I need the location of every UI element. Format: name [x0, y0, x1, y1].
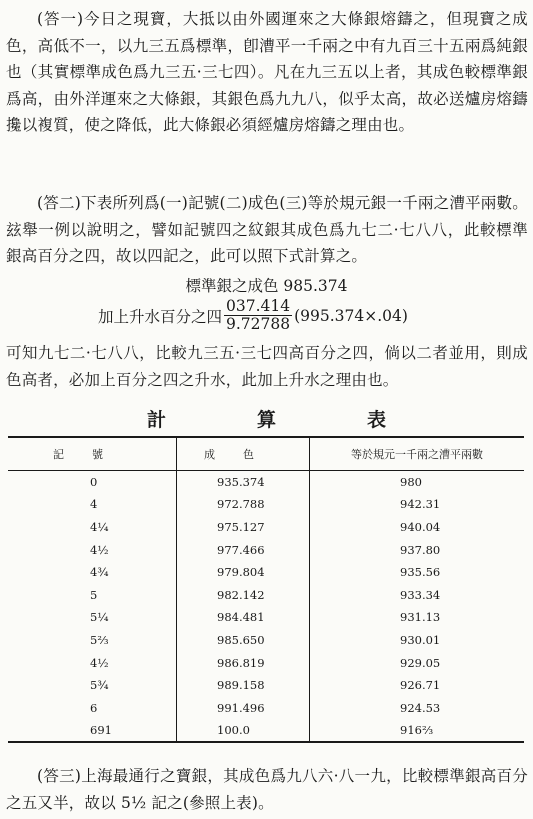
- cell-fineness: 982.142: [177, 583, 310, 606]
- formula-numerator: 037.414: [226, 297, 291, 315]
- cell-mark: 5¼: [90, 610, 109, 625]
- cell-fineness: 972.788: [177, 493, 310, 516]
- table-row: [8, 674, 524, 697]
- answer-one-paragraph: (答一)今日之現寶，大抵以由外國運來之大條銀熔鑄之，但現寶之成色，高低不一，以九三五爲標準，卽漕平一千兩之中有九百三十五兩爲純銀也（其實標準成色爲九三五·三七四）。凡在九三五以上者，其成色較標準銀爲高，由外洋運來之大條銀，其銀色爲九九八，似乎太高，故必送爐房熔鑄攙以複質，使之降低，此大條銀必須經爐房熔鑄之理由也。: [6, 10, 528, 134]
- cell-mark: 0: [90, 475, 98, 490]
- header-fineness: 成色: [177, 437, 310, 471]
- cell-taels: 933.34: [310, 583, 525, 606]
- premium-formula: [98, 298, 408, 333]
- cell-fineness: 977.466: [177, 538, 310, 561]
- cell-fineness: 979.804: [177, 561, 310, 584]
- cell-taels: 924.53: [310, 696, 525, 719]
- cell-fineness: 989.158: [177, 674, 310, 697]
- table-header-row: [8, 437, 524, 471]
- table-row: [8, 719, 524, 742]
- cell-mark: 4½: [90, 655, 109, 670]
- cell-taels: 942.31: [310, 493, 525, 516]
- answer-two-paragraph: (答二)下表所列爲(一)記號(二)成色(三)等於規元銀一千兩之漕平兩數。玆舉一例以說明之，譬如記號四之紋銀其成色爲九七二·七八八，此較標準銀高百分之四，故以四記之，此可以照下式計算之。: [6, 194, 528, 265]
- formula-fraction: [224, 298, 292, 333]
- cell-mark: 6: [90, 700, 98, 715]
- conclusion-paragraph: 可知九七二·七八八，比較九三五·三七四高百分之四，倘以二者並用，則成色高者，必加上百分之四之升水，此加上升水之理由也。: [6, 344, 528, 389]
- header-tael-equivalent: 等於規元一千兩之漕平兩數: [310, 437, 525, 471]
- cell-mark: 4½: [90, 542, 109, 557]
- cell-fineness: 984.481: [177, 606, 310, 629]
- cell-mark: 5: [90, 587, 98, 602]
- table-row: [8, 651, 524, 674]
- cell-fineness: 935.374: [177, 471, 310, 494]
- table-row: [8, 629, 524, 652]
- cell-taels: 931.13: [310, 606, 525, 629]
- formula-prefix: 加上升水百分之四: [98, 307, 223, 326]
- answer-three-paragraph: (答三)上海最通行之寶銀，其成色爲九八六·八一九，比較標準銀高百分之五又半，故以 5½ 記之(參照上表)。: [6, 767, 528, 812]
- cell-taels: 930.01: [310, 629, 525, 652]
- cell-taels: 937.80: [310, 538, 525, 561]
- cell-fineness: 975.127: [177, 516, 310, 539]
- cell-taels: 916⅔: [310, 719, 525, 742]
- cell-fineness: 991.496: [177, 696, 310, 719]
- cell-mark: 4¾: [90, 565, 109, 580]
- table-title-char: 算: [256, 409, 276, 431]
- table-title: [0, 405, 533, 432]
- cell-fineness: 100.0: [177, 719, 310, 742]
- formula-denominator: 9.72788: [226, 315, 291, 333]
- standard-fineness-line: 標準銀之成色 985.374: [185, 277, 348, 295]
- cell-taels: 935.56: [310, 561, 525, 584]
- table-row: [8, 561, 524, 584]
- table-row: [8, 606, 524, 629]
- cell-taels: 940.04: [310, 516, 525, 539]
- cell-taels: 926.71: [310, 674, 525, 697]
- table-row: [8, 493, 524, 516]
- calculation-table: [8, 436, 524, 743]
- table-row: [8, 538, 524, 561]
- cell-mark: 5⅔: [90, 632, 109, 647]
- table-row: [8, 471, 524, 494]
- cell-mark: 4¼: [90, 519, 109, 534]
- header-mark: 記號: [8, 437, 177, 471]
- cell-mark: 691: [90, 722, 112, 737]
- cell-mark: 4: [90, 497, 98, 512]
- cell-fineness: 985.650: [177, 629, 310, 652]
- cell-taels: 980: [310, 471, 525, 494]
- cell-mark: 5¾: [90, 678, 109, 693]
- table-title-char: 表: [366, 409, 386, 431]
- table-row: [8, 516, 524, 539]
- table-title-char: 計: [146, 409, 166, 431]
- table-row: [8, 583, 524, 606]
- cell-taels: 929.05: [310, 651, 525, 674]
- cell-fineness: 986.819: [177, 651, 310, 674]
- table-row: [8, 696, 524, 719]
- table-body: [8, 471, 524, 742]
- formula-suffix: (995.374×.04): [294, 306, 408, 325]
